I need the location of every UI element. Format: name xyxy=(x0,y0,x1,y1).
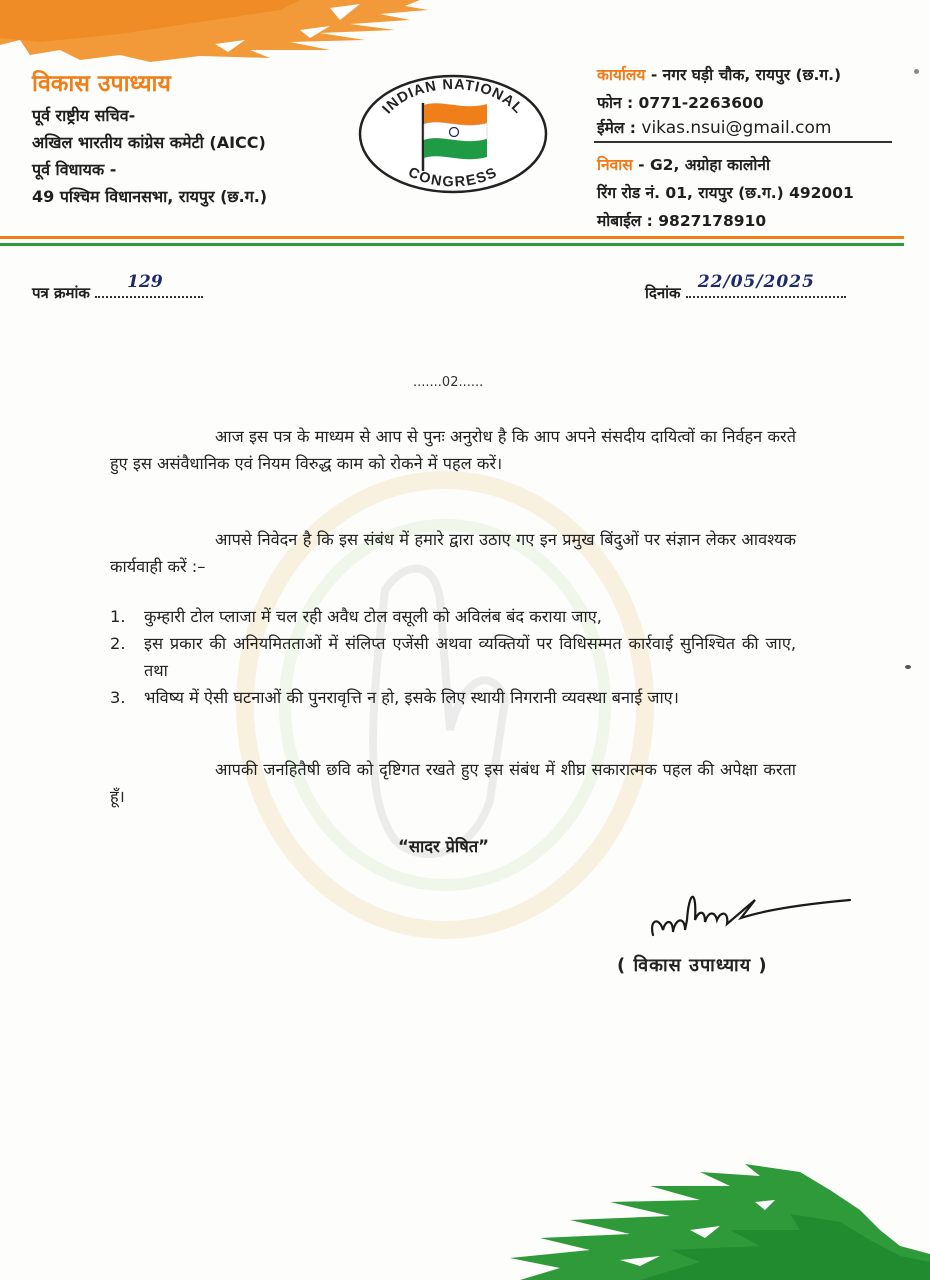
mobile-number: मोबाईल : 9827178910 xyxy=(597,212,767,230)
logo-bottom-text: CONGRESS xyxy=(405,164,501,191)
list-item: 2. इस प्रकार की अनियमितताओं में संलिप्त एजेंसी अथवा व्यक्तियों पर विधिसम्मत कार्रवाई सुनिश्चित की जाए, तथा xyxy=(110,634,796,680)
office-phone: फोन : 0771-2263600 xyxy=(597,94,764,112)
list-item: 1. कुम्हारी टोल प्लाजा में चल रही अवैध टोल वसूली को अविलंब बंद कराया जाए, xyxy=(110,607,602,626)
sender-name: विकास उपाध्याय xyxy=(32,71,171,97)
handwritten-signature xyxy=(645,880,860,950)
header-saffron-line xyxy=(0,236,904,239)
ink-dot xyxy=(905,665,911,669)
page-marker: .......02...... xyxy=(413,375,484,390)
sender-line-3: पूर्व विधायक - xyxy=(32,160,117,179)
ink-dot xyxy=(914,69,919,74)
inc-logo-emblem xyxy=(357,73,549,195)
paragraph-3: आपकी जनहितैषी छवि को दृष्टिगत रखते हुए इस संबंध में शीघ्र सकारात्मक पहल की अपेक्षा करता हूँ। xyxy=(110,760,796,806)
sender-line-2: अखिल भारतीय कांग्रेस कमेटी (AICC) xyxy=(32,133,266,152)
points-list xyxy=(110,603,796,711)
list-item: 3. भविष्य में ऐसी घटनाओं की पुनरावृत्ति न हो, इसके लिए स्थायी निगरानी व्यवस्था बनाई जाए। xyxy=(110,688,679,707)
green-brush-stroke xyxy=(500,1150,930,1280)
header-green-line xyxy=(0,243,904,246)
letter-date: दिनांक 22/05/2025 xyxy=(645,282,846,303)
sender-line-1: पूर्व राष्ट्रीय सचिव- xyxy=(32,106,136,125)
signatory-name: ( विकास उपाध्याय ) xyxy=(617,955,768,976)
residence-address-line-2: रिंग रोड नं. 01, रायपुर (छ.ग.) 492001 xyxy=(597,184,854,202)
letter-ref: पत्र क्रमांक 129 xyxy=(32,282,203,303)
residence-address: निवास - G2, अग्रोहा कालोनी xyxy=(597,156,771,174)
sender-line-4: 49 पश्चिम विधानसभा, रायपुर (छ.ग.) xyxy=(32,187,268,206)
closing-phrase: “सादर प्रेषित” xyxy=(398,837,489,856)
contact-divider xyxy=(594,141,892,143)
logo-top-text: INDIAN NATIONAL xyxy=(379,76,527,118)
office-address: कार्यालय - नगर घड़ी चौक, रायपुर (छ.ग.) xyxy=(597,66,842,84)
saffron-brush-stroke xyxy=(0,0,430,65)
office-email: ईमेल : vikas.nsui@gmail.com xyxy=(597,118,832,138)
paragraph-1: आज इस पत्र के माध्यम से आप से पुनः अनुरोध है कि आप अपने संसदीय दायित्वों का निर्वहन करते हुए इस असंवैधानिक एवं नियम विरुद्ध काम को रोकने में पहल करें। xyxy=(110,427,796,473)
paragraph-2: आपसे निवेदन है कि इस संबंध में हमारे द्वारा उठाए गए इन प्रमुख बिंदुओं पर संज्ञान लेकर आवश्यक कार्यवाही करें :– xyxy=(110,530,796,576)
